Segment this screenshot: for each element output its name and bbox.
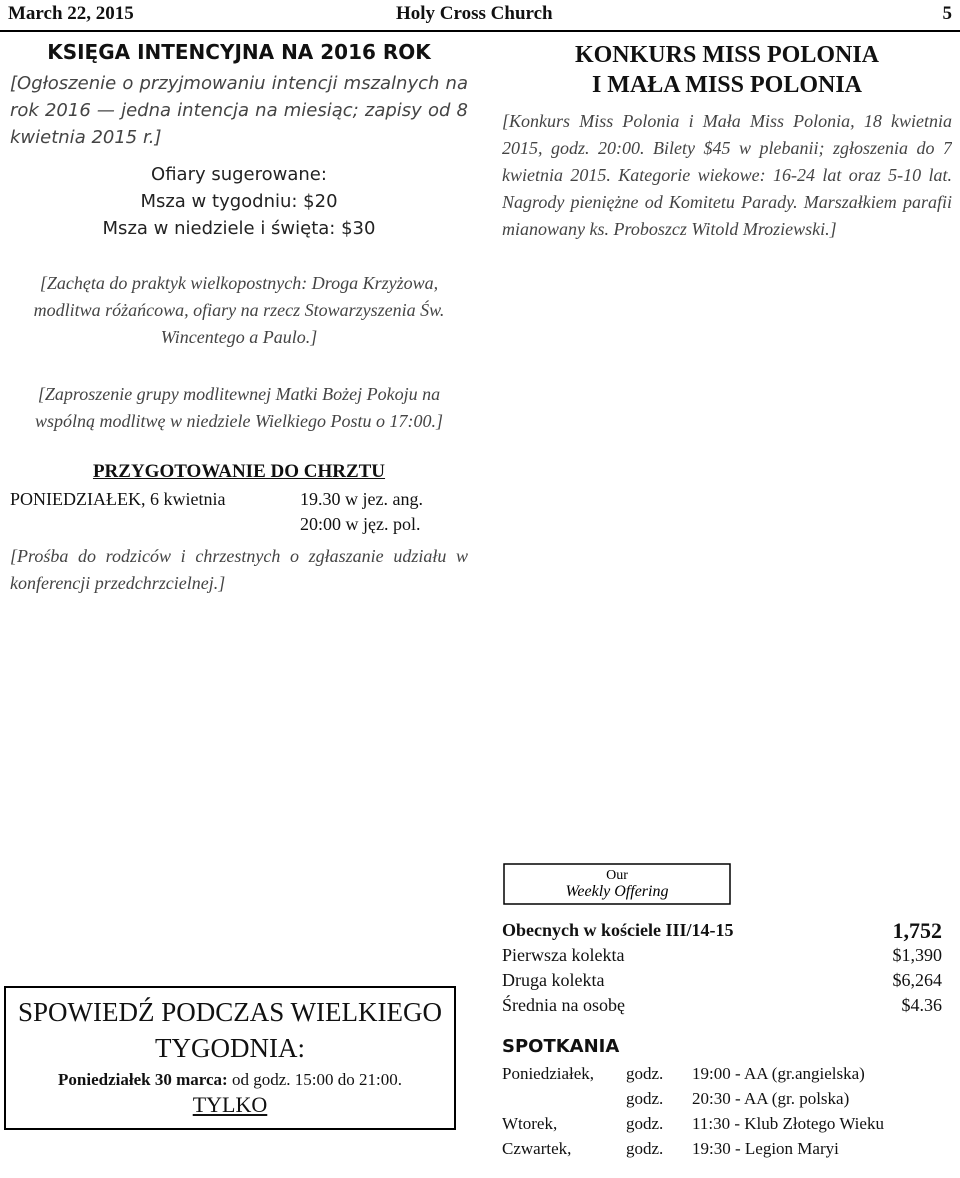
offering-value: $1,390 (892, 945, 942, 965)
spotkania-day: Poniedziałek, (502, 1064, 595, 1083)
page-header (0, 0, 960, 32)
intencje-title: KSIĘGA INTENCYJNA NA 2016 ROK (47, 40, 431, 64)
spotkania-row (502, 1086, 952, 1111)
spotkania-row (502, 1061, 952, 1086)
spowiedz-title: SPOWIEDŹ PODCZAS WIELKIEGO TYGODNIA: (18, 997, 442, 1063)
spotkania-row (502, 1111, 952, 1136)
right-column (502, 40, 952, 1170)
ofiary-tydzien: Msza w tygodniu: $20 (140, 191, 338, 212)
offering-value: 1,752 (892, 918, 942, 943)
offering-row (502, 918, 942, 943)
spowiedz-hours: od godz. 15:00 do 21:00. (231, 1070, 402, 1089)
offering-label: Średnia na osobę (502, 995, 625, 1015)
chrzest-day: PONIEDZIAŁEK, 6 kwietnia (10, 489, 226, 509)
ofiary-label: Ofiary sugerowane: (151, 164, 327, 185)
spotkania-row (502, 1136, 952, 1161)
offering-row (502, 943, 942, 968)
logo-text-1: Our (606, 868, 628, 883)
intencje-summary: [Ogłoszenie o przyjmowaniu intencji mszalnych na rok 2016 — jedna intencja na miesiąc; zapisy od 8 kwietnia 2015 r.] (10, 73, 468, 148)
chrzest-time-pl: 20:00 w jęz. pol. (300, 514, 421, 534)
spotkania-what: 11:30 - Klub Złotego Wieku (692, 1114, 884, 1133)
chrzest-row-1 (10, 487, 468, 512)
grupa-summary: [Zaproszenie grupy modlitewnej Matki Bożej Pokoju na wspólną modlitwę w niedziele Wielkiego Postu o 17:00.] (35, 384, 443, 431)
spotkania-what: 19:00 - AA (gr.angielska) (692, 1064, 865, 1083)
offering-label: Druga kolekta (502, 970, 605, 990)
spotkania-title: SPOTKANIA (502, 1036, 620, 1057)
chrzest-summary: [Prośba do rodziców i chrzestnych o zgłaszanie udziału w konferencji przedchrzcielnej.] (10, 546, 468, 593)
chrzest-time-en: 19.30 w jez. ang. (300, 489, 423, 509)
spotkania-what: 19:30 - Legion Maryi (692, 1139, 839, 1158)
spotkania-what: 20:30 - AA (gr. polska) (692, 1089, 850, 1108)
spotkania-section (502, 1036, 952, 1161)
offering-row (502, 968, 942, 993)
chrzest-title: PRZYGOTOWANIE DO CHRZTU (92, 461, 386, 482)
offering-label: Obecnych w kościele III/14-15 (502, 920, 734, 940)
spotkania-godz: godz. (626, 1064, 664, 1083)
konkurs-title-line2: I MAŁA MISS POLONIA (591, 72, 863, 98)
wielki-post-summary: [Zachęta do praktyk wielkopostnych: Droga Krzyżowa, modlitwa różańcowa, ofiary na rzecz Stowarzyszenia Św. Wincentego a Paulo.] (33, 273, 445, 347)
weekly-offering-logo (502, 862, 732, 906)
chrzest-row-2 (10, 512, 468, 537)
offering-row (502, 993, 942, 1018)
spotkania-godz: godz. (626, 1089, 664, 1108)
spotkania-day: Wtorek, (502, 1114, 558, 1133)
offering-label: Pierwsza kolekta (502, 945, 625, 965)
spowiedz-line (6, 1070, 454, 1090)
offering-value: $6,264 (892, 970, 942, 990)
konkurs-title-line1: KONKURS MISS POLONIA (574, 42, 880, 68)
ofiary-niedziela: Msza w niedziele i święta: $30 (102, 218, 376, 239)
page-number: 5 (942, 3, 952, 24)
offering-table (502, 918, 942, 1018)
header-date: March 22, 2015 (8, 3, 134, 24)
spotkania-godz: godz. (626, 1139, 664, 1158)
spotkania-godz: godz. (626, 1114, 664, 1133)
header-church-name: Holy Cross Church (396, 3, 553, 24)
spowiedz-day: Poniedziałek 30 marca: (58, 1070, 228, 1089)
konkurs-summary: [Konkurs Miss Polonia i Mała Miss Polonia, 18 kwietnia 2015, godz. 20:00. Bilety $45 w plebanii; zgłoszenia do 7 kwietnia 2015. Kategorie wiekowe: 16-24 lat oraz 5-10 lat. Nagrody pieniężne od Komitetu Parady. Marszałkiem parafii mianowany ks. Proboszcz Witold Mroziewski.] (502, 111, 952, 239)
konkurs-title (502, 40, 952, 100)
spowiedz-box (4, 986, 456, 1130)
spotkania-day (502, 1086, 626, 1111)
spowiedz-foot: TYLKO (192, 1092, 268, 1117)
spotkania-day: Czwartek, (502, 1139, 572, 1158)
logo-text-2: Weekly Offering (565, 883, 669, 900)
offering-value: $4.36 (901, 995, 942, 1015)
